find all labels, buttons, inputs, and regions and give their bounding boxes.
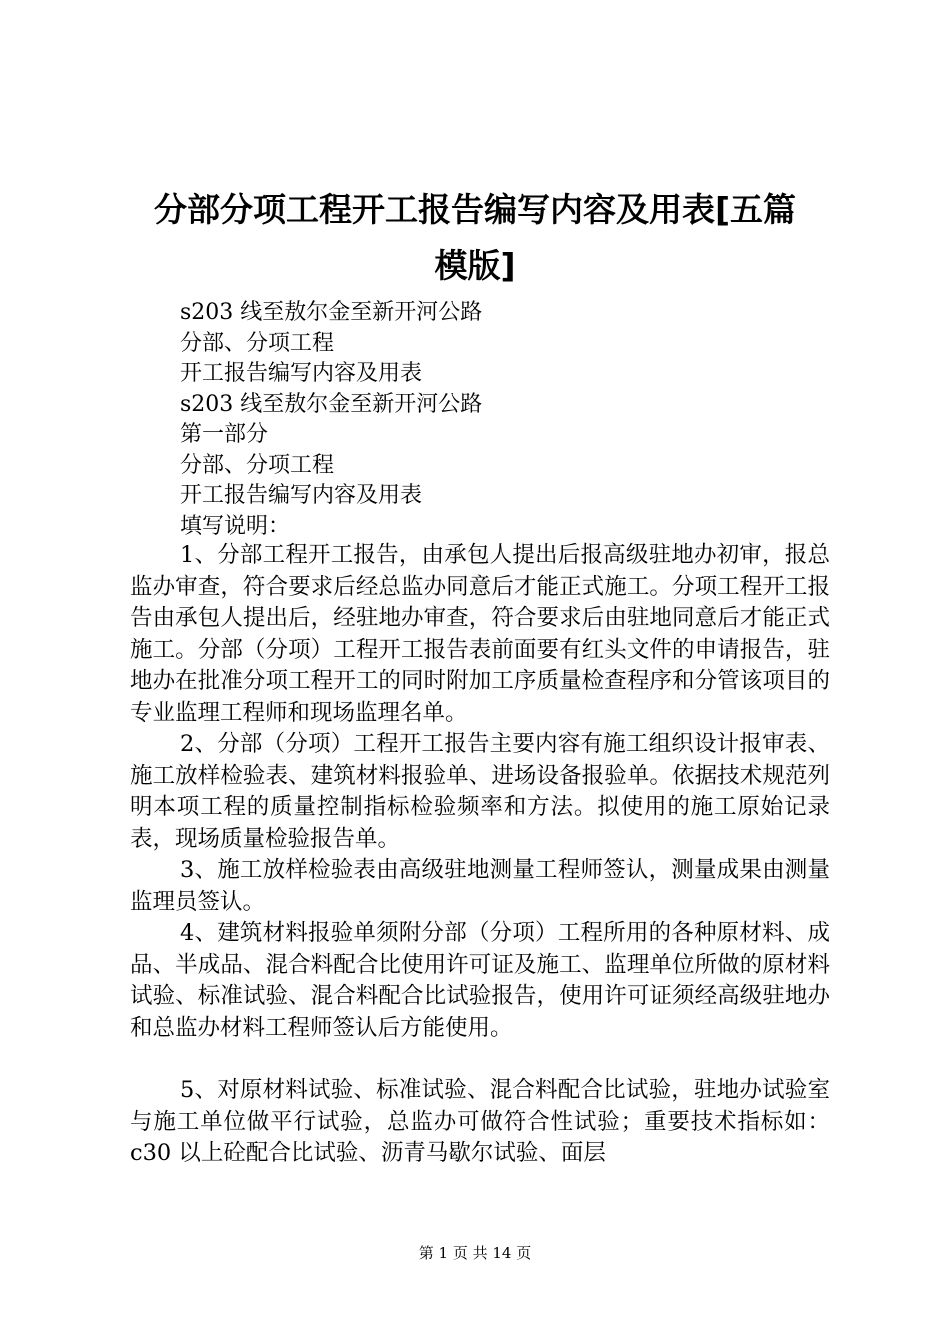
body-text (130, 540, 830, 1170)
header-line: s203 线至敖尔金至新开河公路 (180, 300, 483, 325)
page-footer: 第 1 页 共 14 页 (418, 1244, 532, 1262)
paragraph-4: 4、建筑材料报验单须附分部（分项）工程所用的各种原材料、成品、半成品、混合料配合比使用许可证及施工、监理单位所做的原材料试验、标准试验、混合料配合比试验报告，使用许可证须经高级驻地办和总监办材料工程师签认后方能使用。 (130, 920, 830, 1041)
paragraph-5: 5、对原材料试验、标准试验、混合料配合比试验，驻地办试验室与施工单位做平行试验，总监办可做符合性试验；重要技术指标如：c30 以上砼配合比试验、沥青马歇尔试验、面层 (130, 1077, 830, 1166)
header-line: 分部、分项工程 (180, 330, 335, 356)
header-line: 填写说明： (180, 513, 291, 539)
document-title (120, 182, 830, 294)
header-block (180, 298, 820, 542)
title-line-1: 分部分项工程开工报告编写内容及用表[五篇 (153, 190, 797, 229)
paragraph-3: 3、施工放样检验表由高级驻地测量工程师签认，测量成果由测量监理员签认。 (130, 857, 830, 915)
paragraph-2: 2、分部（分项）工程开工报告主要内容有施工组织设计报审表、施工放样检验表、建筑材料报验单、进场设备报验单。依据技术规范列明本项工程的质量控制指标检验频率和方法。拟使用的施工原始记录表，现场质量检验报告单。 (130, 731, 830, 852)
header-line: 开工报告编写内容及用表 (180, 361, 423, 386)
header-line: 开工报告编写内容及用表 (180, 483, 423, 508)
header-line: 第一部分 (180, 422, 269, 447)
title-line-2: 模版] (434, 246, 516, 285)
header-line: 分部、分项工程 (180, 452, 335, 478)
header-line: s203 线至敖尔金至新开河公路 (180, 391, 483, 417)
paragraph-1: 1、分部工程开工报告，由承包人提出后报高级驻地办初审，报总监办审查，符合要求后经总监办同意后才能正式施工。分项工程开工报告由承包人提出后，经驻地办审查，符合要求后由驻地同意后才能正式施工。分部（分项）工程开工报告表前面要有红头文件的申请报告，驻地办在批准分项工程开工的同时附加工序质量检查程序和分管该项目的专业监理工程师和现场监理名单。 (130, 542, 830, 726)
